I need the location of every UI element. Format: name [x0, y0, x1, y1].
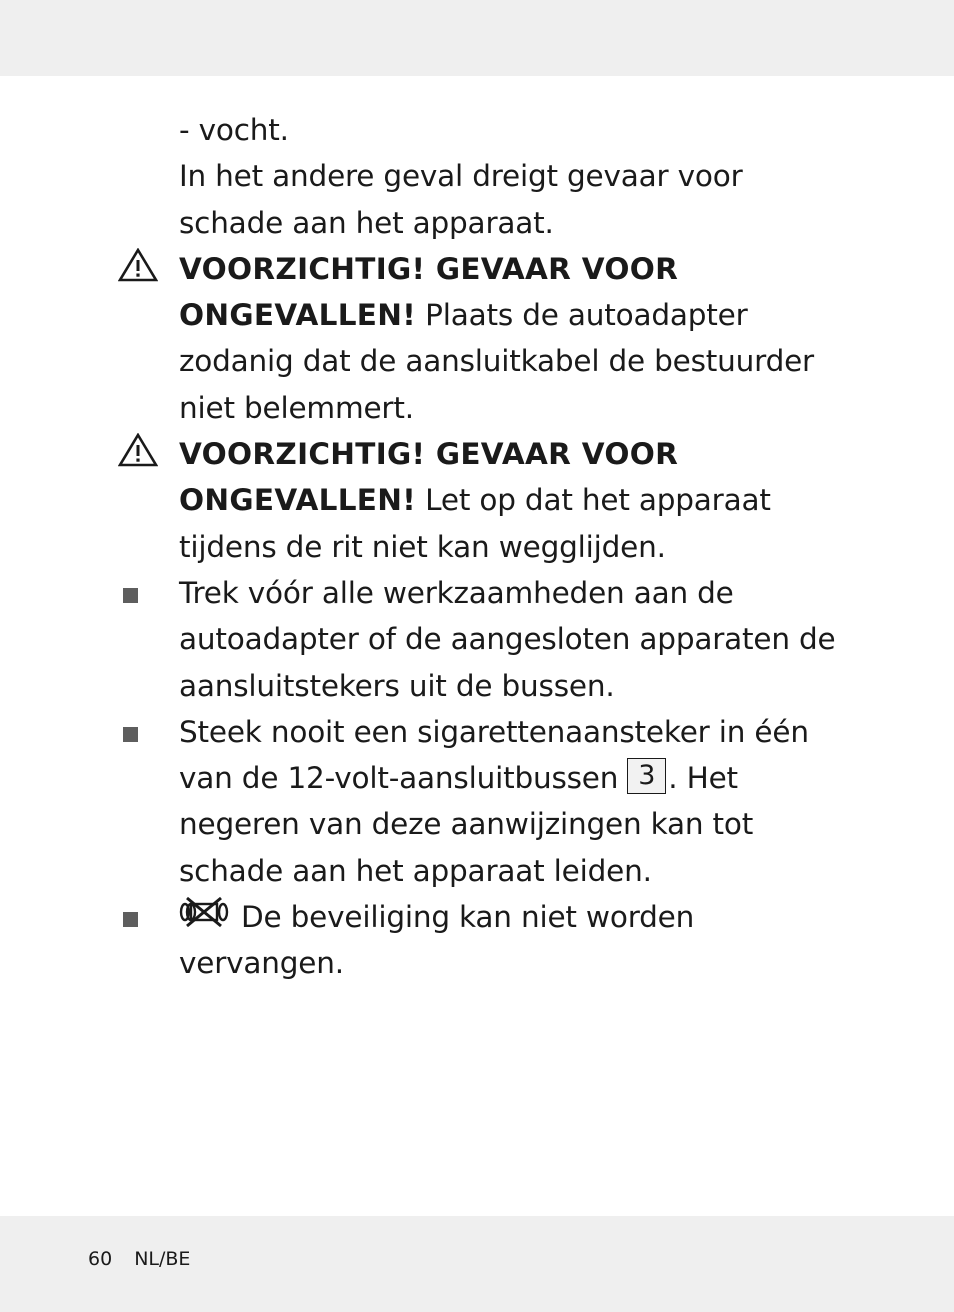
- bullet-text: Trek vóór alle werkzaamheden aan de autoadapter of de aangesloten apparaten de aansluitstekers uit de bussen.: [179, 575, 836, 703]
- bullet-item-3: [0, 894, 859, 987]
- warning-triangle-icon: [118, 433, 158, 467]
- warning-label: VOORZICHTIG! GEVAAR VOOR ONGEVALLEN!: [179, 437, 679, 518]
- square-bullet-icon: [123, 727, 138, 742]
- paragraph-vocht: - vocht.: [179, 113, 289, 147]
- warning-block-2: [0, 431, 839, 570]
- locale-label: NL/BE: [134, 1248, 191, 1270]
- page-content: [0, 107, 954, 987]
- bullet-item-2: [0, 709, 839, 894]
- square-bullet-icon: [123, 588, 138, 603]
- warning-block-1: [0, 246, 839, 431]
- page-header-band: [0, 0, 954, 76]
- warning-text: Let op dat het apparaat tijdens de rit niet kan wegglijden.: [179, 483, 771, 564]
- page-footer: [88, 1248, 212, 1270]
- bullet-item-1: [0, 570, 839, 709]
- bullet-text: De beveiliging kan niet worden vervangen.: [179, 900, 695, 981]
- page-number: 60: [88, 1248, 113, 1270]
- warning-text: Plaats de autoadapter zodanig dat de aansluitkabel de bestuurder niet belemmert.: [179, 298, 814, 425]
- component-reference-box: 3: [627, 758, 666, 794]
- warning-label: VOORZICHTIG! GEVAAR VOOR ONGEVALLEN!: [179, 251, 679, 333]
- bullet-text-before: Steek nooit een sigarettenaansteker in één van de 12-volt-aansluitbussen: [179, 714, 809, 796]
- bullet-text-after: . Het negeren van deze aanwijzingen kan tot schade aan het apparaat leiden.: [179, 761, 754, 888]
- paragraph-otherwise: In het andere geval dreigt gevaar voor schade aan het apparaat.: [179, 159, 743, 240]
- square-bullet-icon: [123, 912, 138, 927]
- warning-triangle-icon: [118, 248, 158, 282]
- fuse-not-replaceable-icon: [179, 896, 233, 928]
